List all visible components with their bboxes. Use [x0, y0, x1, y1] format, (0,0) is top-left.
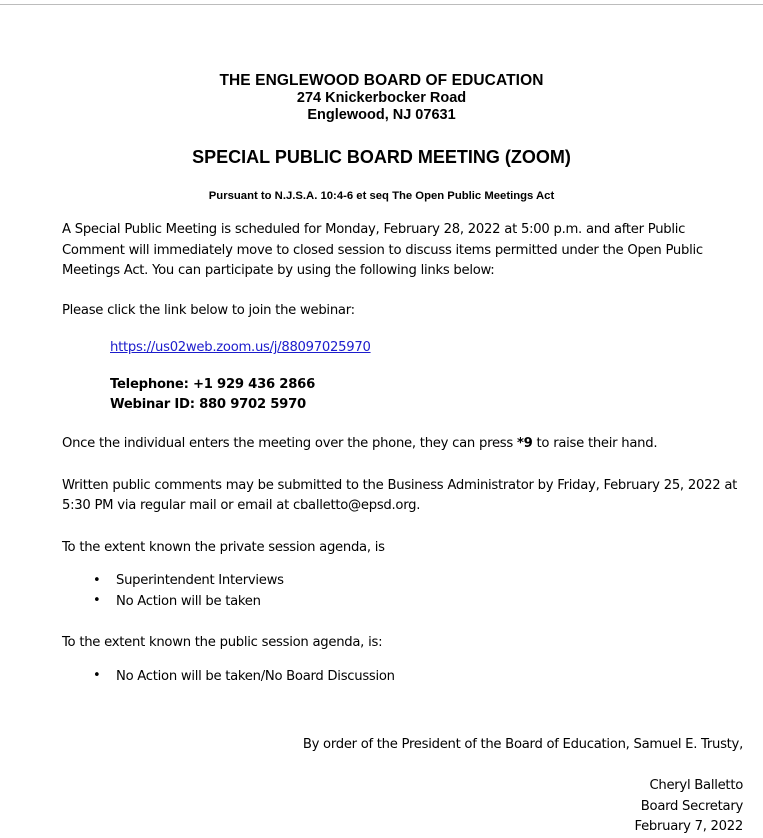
raise-hand-keycode: *9 [516, 436, 533, 451]
written-comments-paragraph: Written public comments may be submitted to the Business Administrator by Friday, February 25, 2022 at 5:30 PM via regular mail or email at cballetto@epsd.org. [62, 477, 738, 513]
raise-hand-text-before: Once the individual enters the meeting over the phone, they can press [62, 436, 517, 451]
signature-date: February 7, 2022 [634, 819, 743, 835]
list-item: • Superintendent Interviews [62, 571, 743, 592]
statute-notice: Pursuant to N.J.S.A. 10:4-6 et seq The Open Public Meetings Act [208, 190, 555, 202]
letterhead [0, 72, 763, 124]
list-item: • No Action will be taken [62, 592, 743, 613]
join-instruction: Please click the link below to join the webinar: [62, 302, 355, 318]
raise-hand-text-after: to raise their hand. [532, 436, 658, 451]
signature-block [62, 776, 743, 838]
zoom-webinar-link[interactable]: https://us02web.zoom.us/j/88097025970 [110, 340, 371, 355]
organization-city-state-zip: Englewood, NJ 07631 [307, 107, 456, 123]
document-body [20, 220, 743, 838]
zoom-link-row [62, 338, 743, 358]
telephone-line: Telephone: +1 929 436 2866 [110, 377, 315, 392]
organization-name: THE ENGLEWOOD BOARD OF EDUCATION [219, 72, 544, 89]
private-session-heading: To the extent known the private session agenda, is [62, 539, 385, 555]
public-session-list [62, 667, 743, 688]
raise-hand-paragraph [62, 434, 743, 455]
meeting-title: SPECIAL PUBLIC BOARD MEETING (ZOOM) [192, 147, 571, 167]
organization-street-address: 274 Knickerbocker Road [296, 90, 467, 106]
public-session-heading: To the extent known the public session agenda, is: [62, 635, 383, 651]
signatory-title: Board Secretary [640, 798, 743, 814]
private-session-list [62, 571, 743, 612]
intro-paragraph: A Special Public Meeting is scheduled for Monday, February 28, 2022 at 5:00 p.m. and after Public Comment will immediately move to closed session to discuss items permitted under the Open Public Meetings Act. You can participate by using the following links below: [62, 222, 703, 278]
webinar-id-line: Webinar ID: 880 9702 5970 [110, 396, 306, 412]
by-order-of-line: By order of the President of the Board of Education, Samuel E. Trusty, [302, 737, 743, 753]
list-item: • No Action will be taken/No Board Discussion [62, 667, 743, 688]
signatory-name: Cheryl Balletto [649, 778, 743, 794]
dial-in-details [62, 375, 743, 414]
